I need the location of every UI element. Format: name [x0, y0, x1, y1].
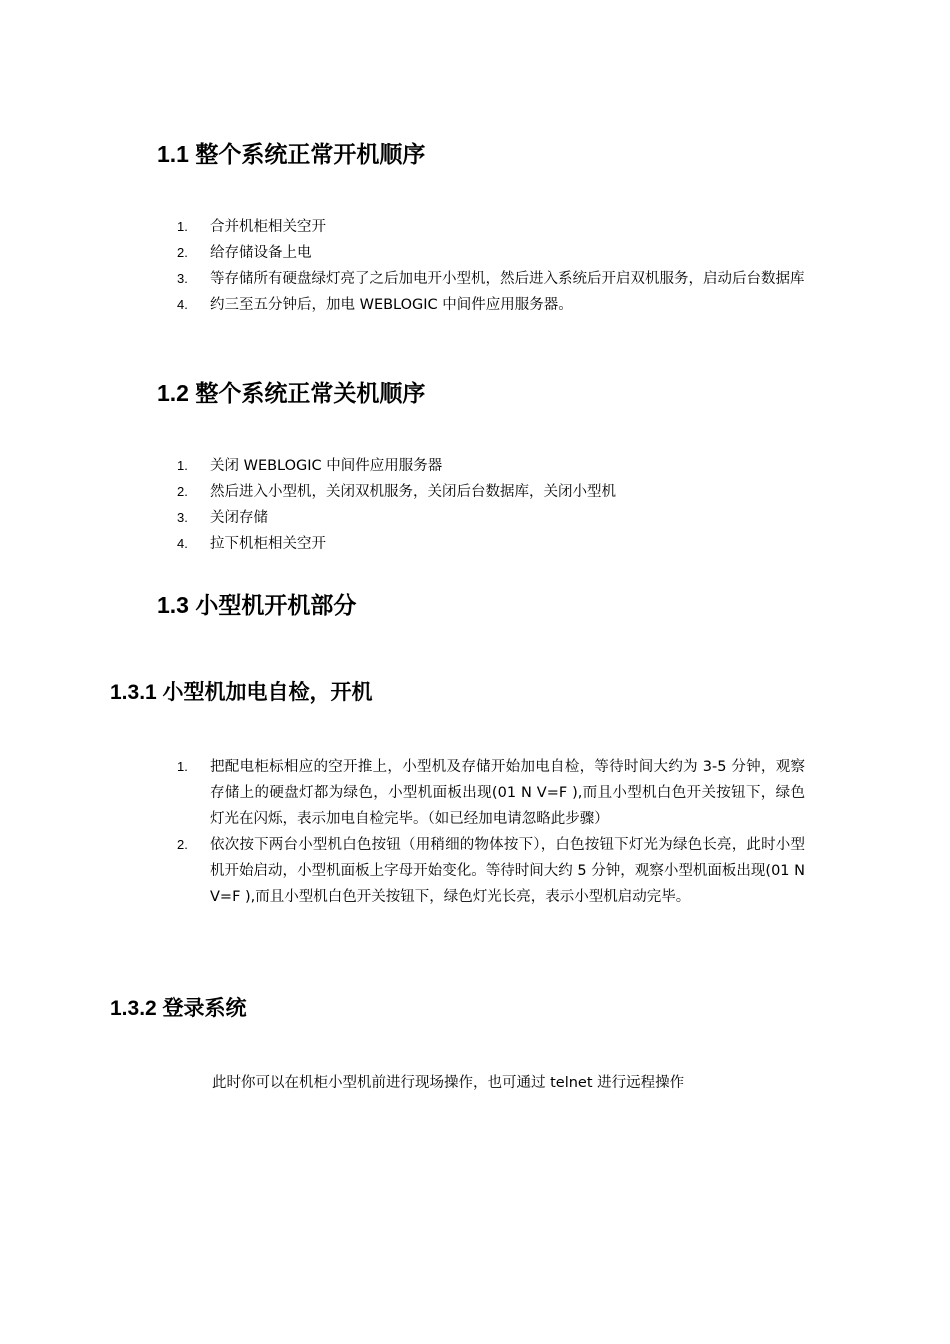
list-text: 然后进入小型机，关闭双机服务，关闭后台数据库，关闭小型机: [210, 484, 616, 500]
list-item: [0, 453, 810, 479]
list-text: 等存储所有硬盘绿灯亮了之后加电开小型机，然后进入系统后开启双机服务，启动后台数据库: [210, 271, 805, 287]
list-item: [0, 214, 810, 240]
list-power-on-self-test: [0, 754, 805, 910]
list-number: 2.: [177, 837, 188, 852]
list-number: 1.: [177, 458, 188, 473]
list-item: [0, 266, 810, 292]
heading-1-2: 1.2 整个系统正常关机顺序: [157, 380, 426, 406]
list-number: 1.: [177, 219, 188, 234]
list-text: 关闭 WEBLOGIC 中间件应用服务器: [210, 458, 443, 474]
heading-1-3-1: 1.3.1 小型机加电自检，开机: [110, 681, 373, 704]
login-paragraph: 此时你可以在机柜小型机前进行现场操作，也可通过 telnet 进行远程操作: [212, 1075, 685, 1091]
heading-1-1: 1.1 整个系统正常开机顺序: [157, 141, 426, 167]
list-text: 关闭存储: [210, 510, 268, 526]
list-number: 3.: [177, 271, 188, 286]
list-text: 拉下机柜相关空开: [210, 536, 326, 552]
list-number: 4.: [177, 297, 188, 312]
list-text: 依次按下两台小型机白色按钮（用稍细的物体按下），白色按钮下灯光为绿色长亮，此时小型机开始启动，小型机面板上字母开始变化。等待时间大约 5 分钟，观察小型机面板出现(01 N V=F ),而且小型机白色开关按钮下，绿色灯光长亮，表示小型机启动完毕。: [210, 837, 805, 905]
list-item: [0, 832, 805, 910]
list-item: [0, 240, 810, 266]
list-startup-sequence: [0, 214, 810, 318]
list-item: [0, 754, 805, 832]
list-number: 3.: [177, 510, 188, 525]
list-number: 2.: [177, 245, 188, 260]
list-text: 把配电柜标相应的空开推上，小型机及存储开始加电自检，等待时间大约为 3-5 分钟，观察存储上的硬盘灯都为绿色，小型机面板出现(01 N V=F ),而且小型机白色开关按钮下，绿色灯光在闪烁，表示加电自检完毕。（如已经加电请忽略此步骤）: [210, 759, 805, 827]
list-shutdown-sequence: [0, 453, 810, 557]
list-text: 约三至五分钟后，加电 WEBLOGIC 中间件应用服务器。: [210, 297, 573, 313]
list-item: [0, 505, 810, 531]
heading-1-3-2: 1.3.2 登录系统: [110, 997, 247, 1020]
list-text: 合并机柜相关空开: [210, 219, 326, 235]
list-item: [0, 531, 810, 557]
list-number: 4.: [177, 536, 188, 551]
list-item: [0, 292, 810, 318]
list-item: [0, 479, 810, 505]
heading-1-3: 1.3 小型机开机部分: [157, 592, 357, 618]
list-text: 给存储设备上电: [210, 245, 312, 261]
list-number: 2.: [177, 484, 188, 499]
list-number: 1.: [177, 759, 188, 774]
